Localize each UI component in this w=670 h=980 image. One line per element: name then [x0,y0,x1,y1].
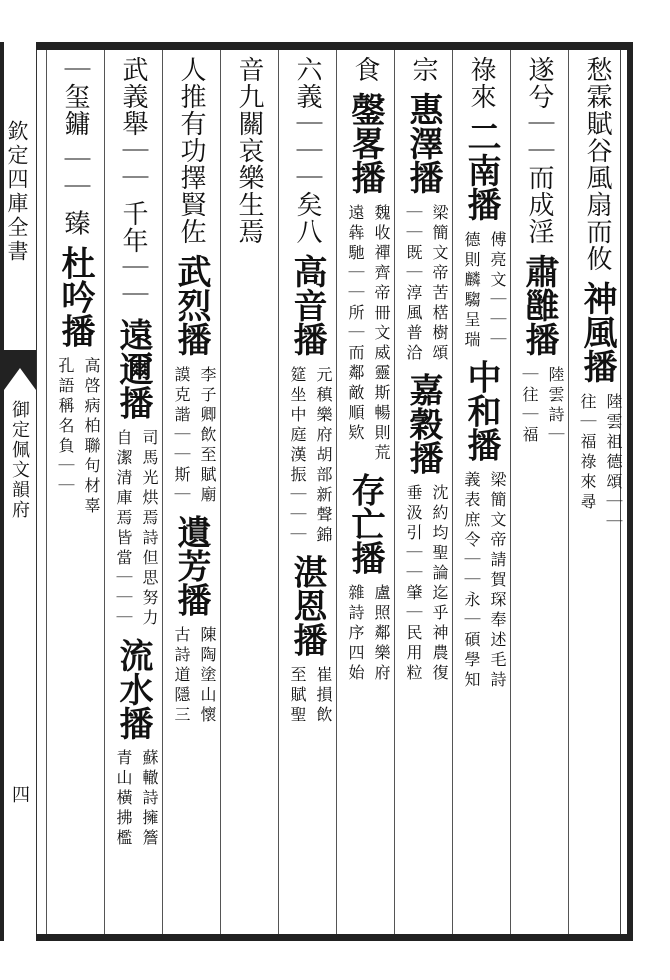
frame-bottom-border [36,934,632,941]
gloss-line: 梁簡文帝苦楛樹頌 [430,203,449,364]
gloss-line: 筵坐中庭漢振｜｜｜ [288,365,307,546]
gloss-pair [284,666,336,726]
gloss-pair [400,204,452,364]
text-column [394,56,452,930]
column-text: 食 [350,56,380,83]
gloss-line: 垂汲引｜｜肇｜民用粒 [404,484,423,685]
column-text: 宗 [408,56,438,83]
gloss-pair [52,357,104,517]
gloss-pair [284,366,336,546]
page-number: 四 [9,785,30,803]
gloss-line: 德則麟騶呈瑞 [462,230,481,351]
headword: 遺芳播 [171,514,211,617]
gloss-pair [110,429,162,629]
gloss-line: 魏收禪齊帝冊文威靈斯暢則荒 [372,203,391,464]
gloss-pair [574,393,626,533]
gloss-line: 孔語稱名負｜｜ [56,357,75,498]
headword: 二南播 [461,119,501,222]
headword: 惠澤播 [403,92,443,195]
headword: 鏧畧播 [345,92,385,195]
gloss-pair [342,204,394,464]
headword: 高音播 [287,254,327,357]
column-text: ｜玺鏞 [60,56,90,137]
gloss-pair [400,484,452,684]
headword: 嘉穀播 [403,372,443,475]
headword: 流水播 [113,638,153,741]
gloss-line: 盧照鄰樂府 [372,584,391,685]
headword: 湛恩播 [287,554,327,657]
gloss-pair [168,366,220,506]
gloss-line: 李子卿飲至賦廟 [198,365,217,506]
column-text: 武義舉｜｜ [118,56,148,191]
text-column [452,56,510,930]
gloss-line: 沈約均聖論迄乎神農復 [430,484,449,685]
column-text: 音九關哀樂生焉 [234,56,264,245]
gloss-line: 元稹樂府胡部新聲錦 [314,365,333,546]
gloss-line: 陳陶塗山懷 [198,626,217,727]
fishtail-mark [4,350,36,390]
gloss-pair [516,366,568,446]
column-text: 愁霖賦谷風扇而攸 [582,56,612,272]
headword: 肅雝播 [519,254,559,357]
headword: 中和播 [461,359,501,462]
headword: 神風播 [577,281,617,384]
gloss-line: 崔損飲 [314,666,333,727]
headword: 存亡播 [345,472,385,575]
gloss-line: 往｜福祿來尋 [578,392,597,513]
text-column [336,56,394,930]
headword: 武烈播 [171,254,211,357]
gloss-pair [458,231,510,351]
column-text: 千年｜｜ [118,200,148,309]
gloss-pair [342,584,394,684]
text-column [46,56,104,930]
frame-top-border [36,42,632,50]
gloss-line: 至賦聖 [288,666,307,727]
gloss-line: 雜詩序四始 [346,584,365,685]
gloss-line: 自潔清庫焉皆當｜｜｜ [114,428,133,629]
gloss-line: 義表庶令｜｜永｜碩學知 [462,471,481,692]
frame-right-border [627,42,633,941]
text-column [568,56,626,930]
text-column [278,56,336,930]
margin-strip [0,50,37,934]
gloss-line: 梁簡文帝請賀琛奉述毛詩 [488,471,507,692]
gloss-line: ｜｜既｜淳風普洽 [404,203,423,364]
gloss-line: 司馬光烘焉詩但思努力 [140,428,159,629]
gloss-line: 蘇轍詩擁簷 [140,749,159,850]
gloss-line: 高啓病柏聯句材辜 [82,357,101,518]
gloss-pair [458,471,510,691]
text-column [510,56,568,930]
gloss-line: 傅亮文｜｜｜ [488,230,507,351]
column-text: 六義｜｜｜矣八 [292,56,322,245]
text-column [220,56,278,930]
text-column [162,56,220,930]
book-title: 御定佩文韻府 [9,400,30,520]
column-text: 遂兮｜｜而成淫 [524,56,554,245]
column-text: ｜｜ [60,146,90,201]
gloss-line: 謨克諧｜｜斯｜ [172,365,191,506]
headword: 杜吟播 [55,245,95,348]
gloss-line: 陸雲祖德頌｜｜ [604,392,623,533]
headword: 遠邇播 [113,317,153,420]
column-text: 祿來 [466,56,496,110]
gloss-line: ｜往｜福 [520,365,539,446]
gloss-line: 遠犇馳｜｜所｜而鄰敵順欵 [346,203,365,444]
gloss-line: 陸雲詩｜ [546,365,565,446]
column-text: 臻 [60,209,90,237]
column-text: 人推有功擇賢佐 [176,56,206,245]
gloss-pair [110,749,162,849]
gloss-pair [168,626,220,726]
text-column [104,56,162,930]
gloss-line: 古詩道隱三 [172,626,191,727]
series-title: 欽定四庫全書 [5,120,29,264]
gloss-line: 青山橫拂檻 [114,749,133,850]
